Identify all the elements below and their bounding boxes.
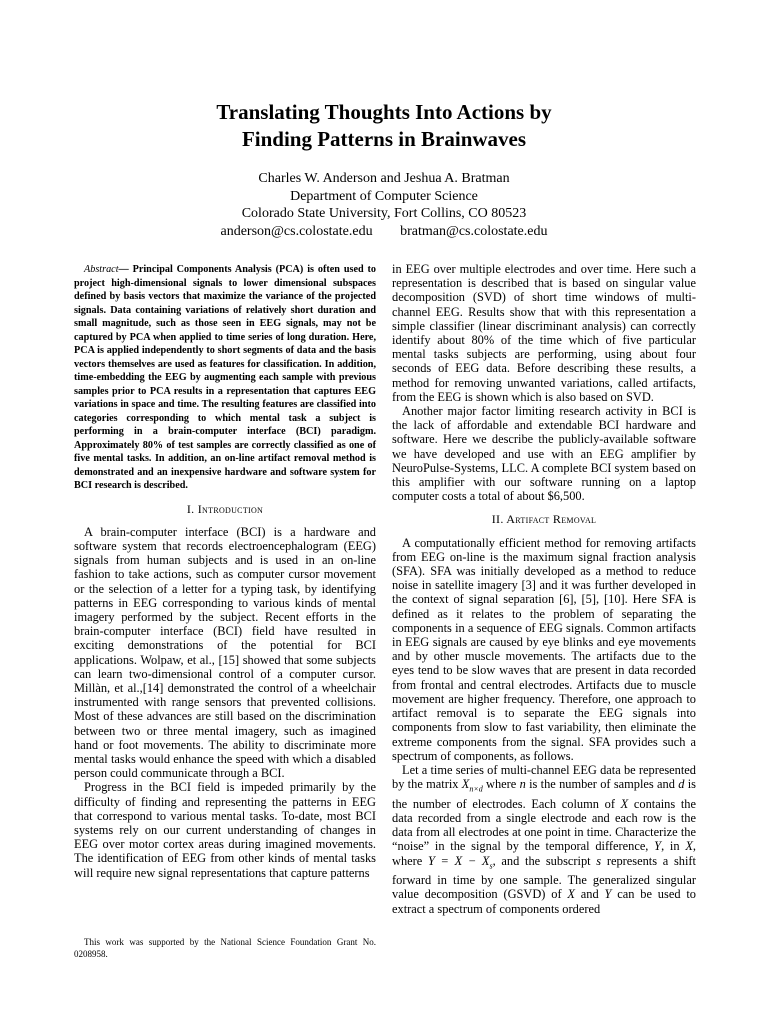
title-line-2: Finding Patterns in Brainwaves [241, 127, 527, 151]
title-line-1: Translating Thoughts Into Actions by [216, 100, 552, 124]
abstract-text: Principal Components Analysis (PCA) is often used to project high-dimensional signals to lower dimensional subspaces defined by basis vectors that maximize the variance of the projected signals. Data containing variations of relatively short duration and small magnitude, such as those seen in EEG signals, may not be captured by PCA when applied to time series of long duration. Here, PCA is applied independently to short segments of data and the basis vectors themselves are used as features for classification. In addition, time-embedding the EEG by augmenting each sample with previous samples prior to PCA results in a representation that captures EEG variations in space and time. The resulting features are classified into categories corresponding to which mental task a subject is performing in a brain-computer interface (BCI) paradigm. Approximately 80% of test samples are correctly classified as one of five mental tasks. In addition, an on-line artifact removal method is demonstrated and an inexpensive hardware and software system for BCI research is described. [74, 264, 377, 491]
left-column [74, 263, 376, 880]
math-X-2: X [620, 796, 629, 811]
math-X-3: X [685, 839, 693, 854]
institution: Colorado State University, Fort Collins, CO 80523 [241, 206, 527, 221]
artifact-paragraph-2: Let a time series of multi-channel EEG data be represented by the matrix $X_{n\times d}$ where n is the number of samples and d is the number of electrodes. Each column of X contains the data recorded from a single electrode and each row is the data from all electrodes at one point in time. Characterize the “noise” in the signal by the temporal difference, Y, in X, where $Y = X - X_s$, and the subscript s represents a shift forward in time by one sample. The generalized singular value decomposition (GSVD) of X and Y can be used to extract a spectrum of components ordered [392, 762, 697, 916]
email-anderson: anderson@cs.colostate.edu [220, 223, 373, 239]
intro-paragraph-3: in EEG over multiple electrodes and over time. Here such a representation is described that is based on singular value decomposition (SVD) of short time windows of multi-channel EEG. Results show that with this representation a simple classifier (linear discriminant analysis) can correctly identify about 80% of the time which of five particular mental tasks subjects are performing, using about four seconds of EEG data. Before describing these results, a method for removing unwanted variations, called artifacts, from the EEG is shown which is also based on SVD. [392, 262, 696, 404]
author-block [0, 170, 768, 240]
paper-title [0, 99, 768, 153]
abstract: Abstract— Principal Components Analysis (PCA) is often used to project high-dimensional signals to lower dimensional subspaces defined by basis vectors that maximize the variance of the projected signals. Data containing variations of relatively short duration and small magnitude, such as those seen in EEG signals, may not be captured by PCA when applied to time series of long duration. Here, PCA is applied independently to short segments of data and the basis vectors themselves are used as features for classification. In addition, time-embedding the EEG by augmenting each sample with previous samples prior to PCA results in a representation that captures EEG variations in space and time. The resulting features are classified into categories corresponding to which mental task a subject is performing in a brain-computer interface (BCI) paradigm. Approximately 80% of test samples are correctly classified as one of five mental tasks. In addition, an on-line artifact removal method is demonstrated and an inexpensive hardware and software system for BCI research is described. [74, 264, 377, 491]
department: Department of Computer Science [290, 188, 478, 204]
math-X: X [461, 777, 470, 792]
math-eq-subscript: s [489, 861, 493, 871]
author-names: Charles W. Anderson and Jeshua A. Bratman [258, 171, 510, 186]
intro-paragraph-1: A brain-computer interface (BCI) is a hardware and software system that records electroencephalogram (EEG) signals from human subjects and is used in an on-line fashion to take actions, such as computer cursor movement or the selection of a letter for a typing task, by identifying patterns in EEG corresponding to various kinds of mental imagery performed by the subject. Recent efforts in the brain-computer interface (BCI) field have resulted in exciting demonstrations of the potential for BCI applications. Wolpaw, et al., [15] showed that some subjects can learn two-dimensional control of a computer cursor. Millàn, et al.,[14] demonstrated the control of a wheelchair instrumented with range sensors that prevented collisions. Most of these advances are still based on the discrimination between two or three mental imagery, such as imagined hand or foot movements. The ability to discriminate more mental tasks would enhance the speed with which a disabled person could communicate through a BCI. [74, 524, 376, 781]
math-Y: Y [654, 839, 662, 854]
artifact-paragraph-1: A computationally efficient method for removing artifacts from EEG on-line is the maximum signal fraction analysis (SFA). SFA was initially developed as a method to reduce noise in satellite imagery [3] and it was further developed in the context of signal separation [6], [5], [10]. Here SFA is defined as it relates to the problem of separating the components in a sequence of EEG signals. Common artifacts in EEG signals are caused by eye blinks and eye movements and by other muscle movements. The artifacts due to the eyes tend to be slow waves that are present in data recorded from frontal and central electrodes. Artifacts due to muscle movement are higher frequency. Therefore, one approach to artifact removal is to separate the EEG signals into components from slow to fast variability, then eliminate the extreme components from the signal. SFA provides such a spectrum of components, as follows. [392, 535, 696, 763]
math-equation: Y = X − X [427, 853, 490, 868]
math-X-4: X [567, 887, 575, 902]
intro-paragraph-2: Progress in the BCI field is impeded primarily by the difficulty of finding and representing the patterns in EEG that correspond to various mental tasks. To-date, most BCI systems rely on our current understanding of changes in EEG over motor cortex areas during imagined movements. The identification of EEG from other kinds of mental tasks will require new signal representations that capture patterns [74, 780, 376, 880]
section-heading-artifact-removal: II. Artifact Removal [491, 512, 597, 527]
footnote: This work was supported by the National Science Foundation Grant No. 0208958. [74, 937, 376, 959]
math-s: s [596, 853, 602, 868]
right-column [392, 262, 696, 916]
math-n: n [519, 777, 526, 792]
author-emails [0, 223, 768, 241]
math-d: d [678, 777, 685, 792]
math-Y-2: Y [604, 887, 612, 902]
section-heading-introduction: I. Introduction [186, 501, 264, 516]
abstract-label: Abstract [84, 264, 119, 275]
intro-paragraph-4: Another major factor limiting research activity in BCI is the lack of affordable and extendable BCI hardware and software. Here we describe the publicly-available software we have developed and use with an EEG amplifier by NeuroPulse-Systems, LLC. A complete BCI system based on this amplifier with our software running on a laptop computer costs a total of about $6,500. [392, 404, 696, 504]
math-n-times-d: n×d [469, 784, 483, 794]
email-bratman: bratman@cs.colostate.edu [400, 223, 548, 239]
